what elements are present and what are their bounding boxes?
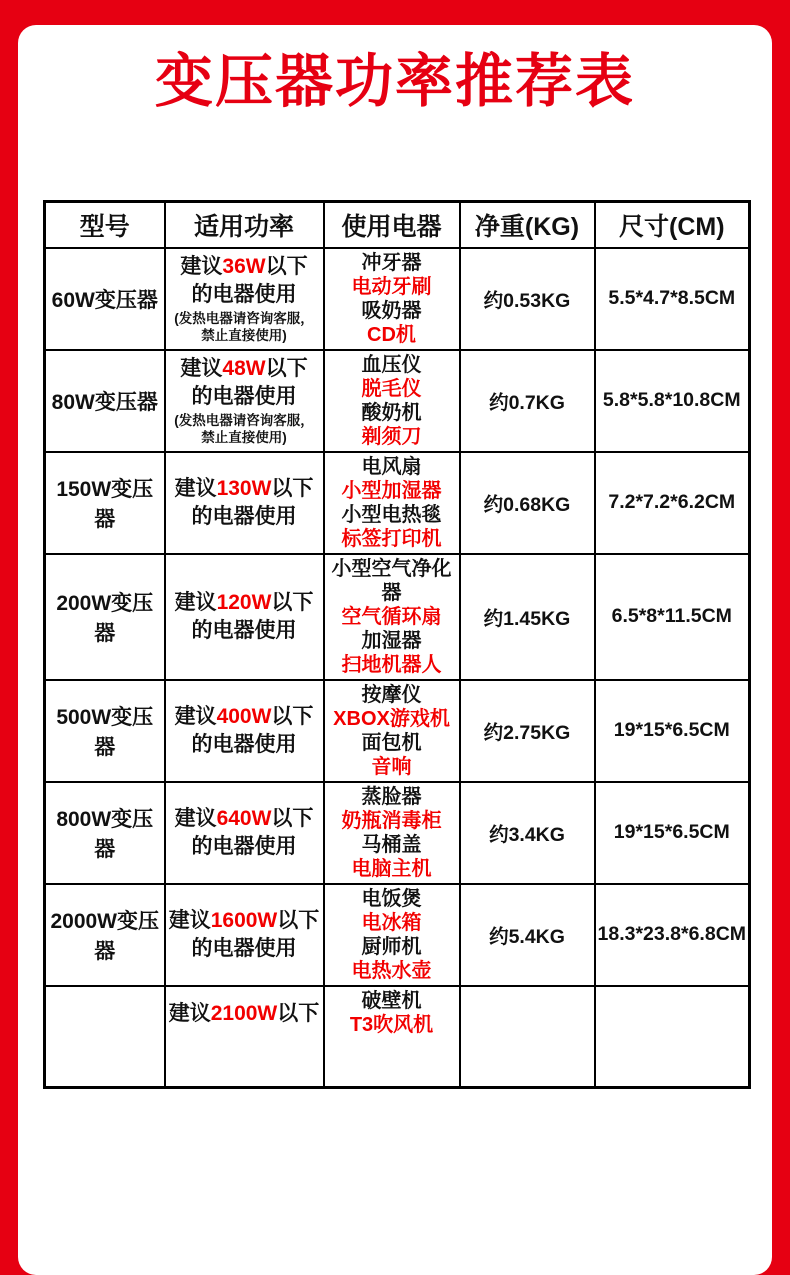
size-cell: 5.8*5.8*10.8CM <box>595 350 750 452</box>
power-prefix: 建议 <box>174 590 217 614</box>
power-note <box>168 310 321 344</box>
appliances-cell <box>324 554 460 680</box>
table-row <box>45 986 750 1088</box>
weight-cell: 约0.53KG <box>460 248 595 350</box>
appliance-item: 电动牙刷 <box>351 275 432 298</box>
appliance-item: 小型空气净化器 <box>331 557 452 604</box>
model-cell: 60W变压器 <box>45 248 165 350</box>
power-suffix: 以下 <box>271 806 314 830</box>
appliance-item: 面包机 <box>361 731 422 754</box>
table-header-row <box>45 202 750 248</box>
appliances-cell <box>324 986 460 1088</box>
table-row <box>45 782 750 884</box>
page-title: 变压器功率推荐表 <box>154 49 635 114</box>
power-recommendation-line <box>168 253 321 281</box>
table-header <box>45 202 750 248</box>
table-row <box>45 554 750 680</box>
appliance-item: 电脑主机 <box>351 857 432 880</box>
appliance-item: 电风扇 <box>361 455 422 478</box>
power-cell <box>165 350 324 452</box>
power-usage-line: 的电器使用 <box>191 732 297 756</box>
weight-cell: 约5.4KG <box>460 884 595 986</box>
power-cell <box>165 782 324 884</box>
power-prefix: 建议 <box>180 255 223 278</box>
model-cell <box>45 986 165 1088</box>
appliances-cell <box>324 782 460 884</box>
appliance-item: 吸奶器 <box>361 299 422 322</box>
power-suffix: 以下 <box>271 590 314 614</box>
power-note-line: (发热电器请咨询客服， <box>174 413 314 428</box>
power-note-line: (发热电器请咨询客服， <box>174 311 314 326</box>
appliance-item: 按摩仪 <box>361 683 422 706</box>
model-cell: 80W变压器 <box>45 350 165 452</box>
appliance-item: 奶瓶消毒柜 <box>341 809 442 832</box>
appliance-item: XBOX游戏机 <box>333 707 450 730</box>
column-header: 尺寸(CM) <box>595 202 750 248</box>
power-value: 36W <box>222 255 266 278</box>
column-header: 使用电器 <box>324 202 460 248</box>
appliance-item: 蒸脸器 <box>361 785 422 808</box>
power-recommendation-line <box>168 805 321 833</box>
power-usage-line: 的电器使用 <box>191 504 297 528</box>
model-cell: 800W变压器 <box>45 782 165 884</box>
weight-cell: 约1.45KG <box>460 554 595 680</box>
power-prefix: 建议 <box>174 806 217 830</box>
model-cell: 2000W变压器 <box>45 884 165 986</box>
column-header: 适用功率 <box>165 202 324 248</box>
model-cell: 500W变压器 <box>45 680 165 782</box>
appliance-item: CD机 <box>367 323 416 346</box>
appliance-item: 破壁机 <box>361 989 422 1012</box>
appliances-cell <box>324 680 460 782</box>
table-row <box>45 452 750 554</box>
appliance-item: 标签打印机 <box>341 527 442 550</box>
appliance-item: 音响 <box>371 755 412 778</box>
appliance-item: 厨师机 <box>361 935 422 958</box>
power-value: 400W <box>216 704 272 728</box>
power-cell <box>165 452 324 554</box>
size-cell: 19*15*6.5CM <box>595 782 750 884</box>
power-cell <box>165 986 324 1088</box>
power-cell <box>165 554 324 680</box>
appliance-item: 电饭煲 <box>361 887 422 910</box>
appliance-item: 小型电热毯 <box>341 503 442 526</box>
appliance-item: 酸奶机 <box>361 401 422 424</box>
size-cell: 19*15*6.5CM <box>595 680 750 782</box>
power-value: 130W <box>216 476 272 500</box>
table-body <box>45 248 750 1088</box>
appliance-item: 电热水壶 <box>351 959 432 982</box>
power-prefix: 建议 <box>168 1001 211 1025</box>
power-cell <box>165 248 324 350</box>
appliances-cell <box>324 248 460 350</box>
column-header: 净重(KG) <box>460 202 595 248</box>
appliances-cell <box>324 452 460 554</box>
power-note <box>168 412 321 446</box>
power-suffix: 以下 <box>265 357 308 380</box>
appliance-item: T3吹风机 <box>349 1013 434 1036</box>
size-cell: 7.2*7.2*6.2CM <box>595 452 750 554</box>
model-cell: 200W变压器 <box>45 554 165 680</box>
size-cell: 5.5*4.7*8.5CM <box>595 248 750 350</box>
power-prefix: 建议 <box>174 476 217 500</box>
table-row <box>45 884 750 986</box>
appliance-item: 扫地机器人 <box>341 653 442 676</box>
power-prefix: 建议 <box>174 704 217 728</box>
appliance-item: 小型加湿器 <box>341 479 442 502</box>
power-recommendation-line <box>168 1000 321 1028</box>
power-suffix: 以下 <box>271 704 314 728</box>
content-panel <box>18 25 772 1275</box>
power-usage-line: 的电器使用 <box>191 283 297 306</box>
power-recommendation-table <box>43 200 751 1089</box>
power-recommendation-line <box>168 703 321 731</box>
weight-cell: 约2.75KG <box>460 680 595 782</box>
power-value: 640W <box>216 806 272 830</box>
weight-cell <box>460 986 595 1088</box>
power-suffix: 以下 <box>265 255 308 278</box>
power-suffix: 以下 <box>271 476 314 500</box>
power-recommendation-line <box>168 475 321 503</box>
power-value: 120W <box>216 590 272 614</box>
table-row <box>45 680 750 782</box>
weight-cell: 约0.7KG <box>460 350 595 452</box>
power-prefix: 建议 <box>180 357 223 380</box>
power-cell <box>165 884 324 986</box>
appliance-item: 剃须刀 <box>361 425 422 448</box>
appliance-item: 脱毛仪 <box>361 377 422 400</box>
power-usage-line: 的电器使用 <box>191 618 297 642</box>
appliance-item: 空气循环扇 <box>341 605 442 628</box>
appliance-item: 电冰箱 <box>361 911 422 934</box>
weight-cell: 约3.4KG <box>460 782 595 884</box>
power-suffix: 以下 <box>277 1001 320 1025</box>
power-recommendation-line <box>168 355 321 383</box>
power-value: 1600W <box>210 908 278 932</box>
power-prefix: 建议 <box>168 908 211 932</box>
column-header: 型号 <box>45 202 165 248</box>
size-cell: 18.3*23.8*6.8CM <box>595 884 750 986</box>
appliance-item: 血压仪 <box>361 353 422 376</box>
appliances-cell <box>324 350 460 452</box>
power-note-line: 禁止直接使用) <box>201 328 287 343</box>
power-value: 48W <box>222 357 266 380</box>
table-row <box>45 350 750 452</box>
power-usage-line: 的电器使用 <box>191 834 297 858</box>
power-usage-line: 的电器使用 <box>191 936 297 960</box>
appliance-item: 马桶盖 <box>361 833 422 856</box>
power-suffix: 以下 <box>277 908 320 932</box>
appliances-cell <box>324 884 460 986</box>
model-cell: 150W变压器 <box>45 452 165 554</box>
power-usage-line: 的电器使用 <box>191 385 297 408</box>
power-note-line: 禁止直接使用) <box>201 430 287 445</box>
size-cell <box>595 986 750 1088</box>
table-row <box>45 248 750 350</box>
appliance-item: 加湿器 <box>361 629 422 652</box>
power-recommendation-line <box>168 589 321 617</box>
power-cell <box>165 680 324 782</box>
appliance-item: 冲牙器 <box>361 251 422 274</box>
size-cell: 6.5*8*11.5CM <box>595 554 750 680</box>
power-recommendation-line <box>168 907 321 935</box>
power-value: 2100W <box>210 1001 278 1025</box>
weight-cell: 约0.68KG <box>460 452 595 554</box>
